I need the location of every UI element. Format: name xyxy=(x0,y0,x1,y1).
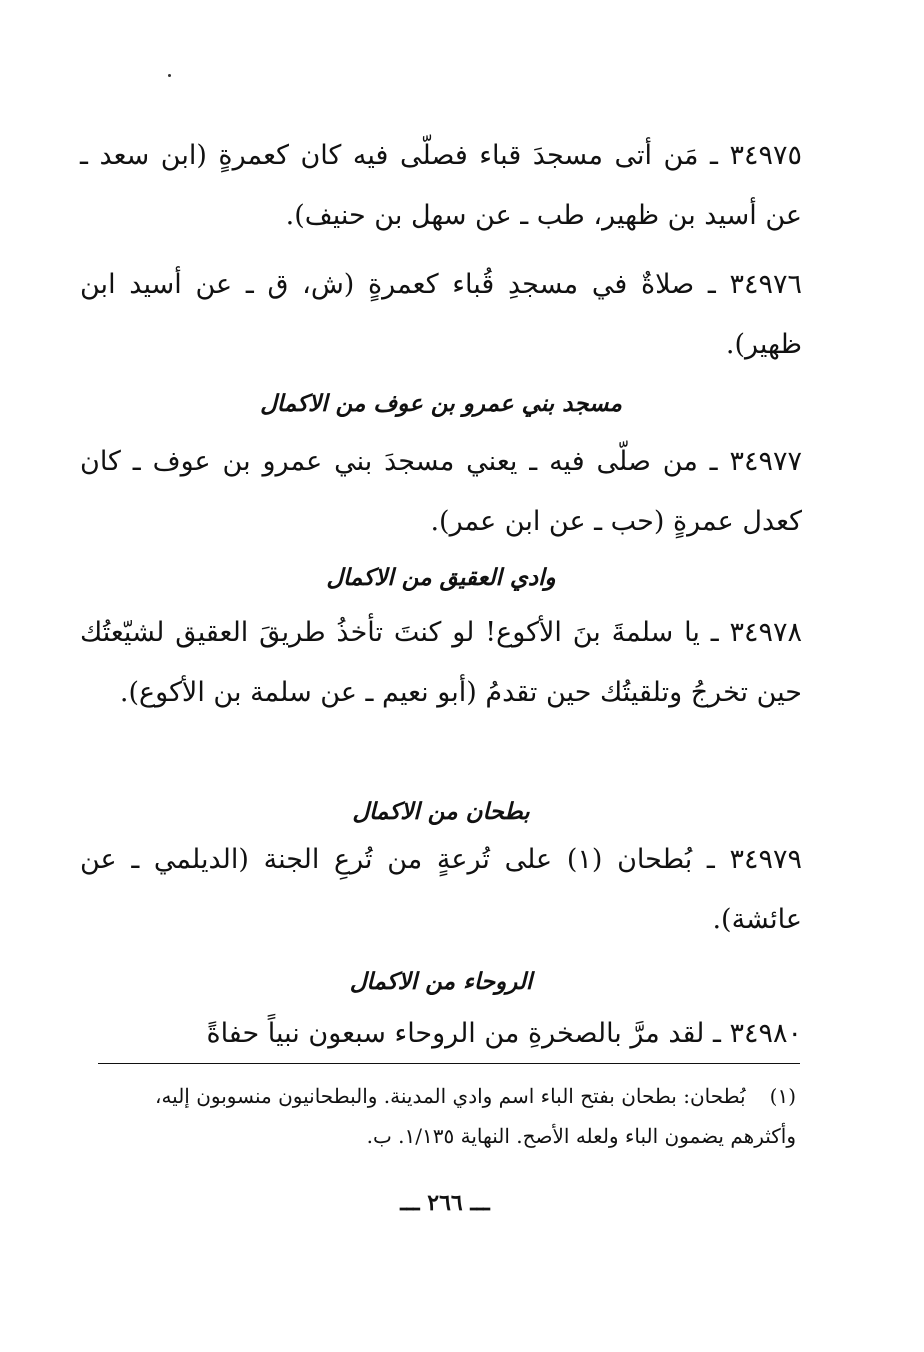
hadith-entry-34976: ٣٤٩٧٦ ـ صلاةٌ في مسجدِ قُباء كعمرةٍ (ش، ق ـ عن أسيد ابن ظهير). xyxy=(80,269,802,360)
section-heading-aqiq: وادي العقيق من الاكمال xyxy=(326,564,556,591)
hadith-entry-34978: ٣٤٩٧٨ ـ يا سلمةَ بنَ الأكوع! لو كنتَ تأخذُ طريقَ العقيق لشيّعتُك حين تخرجُ وتلقيتُك حين تقدمُ (أبو نعيم ـ عن سلمة بن الأكوع). xyxy=(80,617,802,708)
section-heading-butahan: بطحان من الاكمال xyxy=(352,798,530,825)
hadith-entry-34977: ٣٤٩٧٧ ـ من صلّى فيه ـ يعني مسجدَ بني عمرو بن عوف ـ كان كعدل عمرةٍ (حب ـ عن ابن عمر). xyxy=(80,446,802,537)
footnote xyxy=(96,1076,796,1156)
scan-speck xyxy=(168,74,171,77)
section-heading-amr-bin-awf: مسجد بني عمرو بن عوف من الاكمال xyxy=(260,390,622,417)
footnote-separator xyxy=(98,1063,800,1064)
hadith-entry-34980: ٣٤٩٨٠ ـ لقد مرَّ بالصخرةِ من الروحاء سبعون نبياً حفاةً xyxy=(206,1018,802,1049)
footnote-marker: (١) xyxy=(769,1084,796,1108)
hadith-entry-34979: ٣٤٩٧٩ ـ بُطحان (١) على تُرعةٍ من تُرعِ الجنة (الديلمي ـ عن عائشة). xyxy=(80,844,802,935)
section-heading-rawha: الروحاء من الاكمال xyxy=(349,968,533,995)
page-number: ـــ ٢٦٦ ـــ xyxy=(400,1190,490,1216)
hadith-entry-34975: ٣٤٩٧٥ ـ مَن أتى مسجدَ قباء فصلّى فيه كان كعمرةٍ (ابن سعد ـ عن أسيد بن ظهير، طب ـ عن سهل بن حنيف). xyxy=(80,140,802,231)
footnote-text: بُطحان: بطحان بفتح الباء اسم وادي المدينة. والبطحانيون منسوبون إليه، وأكثرهم يضمون الباء ولعله الأصح. النهاية ١/١٣٥. ب. xyxy=(154,1084,796,1148)
